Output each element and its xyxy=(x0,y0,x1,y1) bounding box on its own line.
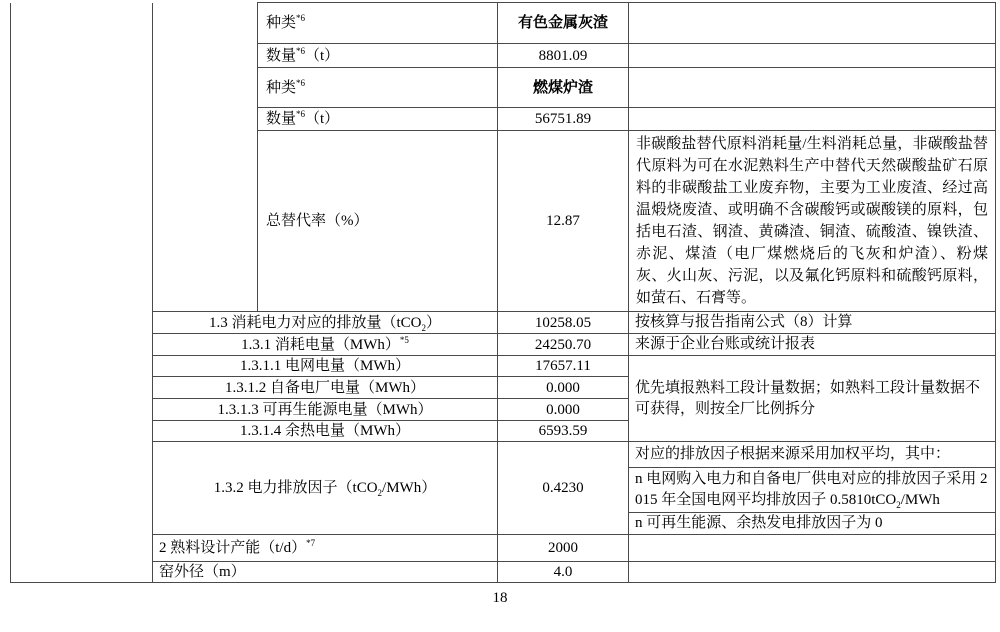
row-1-3-2-label-cell xyxy=(153,442,498,535)
type-2-remark-cell xyxy=(629,68,996,108)
row-1-3-2-remark-3: n 可再生能源、余热发电排放因子为 0 xyxy=(629,513,996,535)
row-1-3-2-label-end: /MWh） xyxy=(382,480,437,496)
row-1-3-label-end: ） xyxy=(426,314,442,331)
type-2-value: 燃煤炉渣 xyxy=(498,68,629,108)
substitution-rate-remark: 非碳酸盐替代原料消耗量/生料消耗总量，非碳酸盐替代原料为可在水泥熟料生产中替代天然碳酸盐矿石原料的非碳酸盐工业废弃物，主要为工业废渣、经过高温煅烧废渣、或明确不含碳酸钙或碳酸镁的原料，包括电石渣、钢渣、黄磷渣、铜渣、硫酸渣、镍铁渣、赤泥、煤渣（电厂煤燃烧后的飞灰和炉渣）、粉煤灰、火山灰、污泥，以及氟化钙原料和硫酸钙原料，如萤石、石膏等。 xyxy=(629,131,996,312)
qty-1-label: 数量 xyxy=(266,47,297,64)
row-1-3-2-remark-2: n 电网购入电力和自备电厂供电对应的排放因子采用 2015 年全国电网平均排放因子 0.5810tCO xyxy=(635,471,988,508)
row-1-3-1-3-label: 1.3.1.3 可再生能源电量（MWh） xyxy=(153,399,498,421)
type-1-label: 种类 xyxy=(266,15,297,31)
kiln-diameter-label: 窑外径（m） xyxy=(153,562,498,583)
substitution-rate-value: 12.87 xyxy=(498,131,629,312)
page-number: 18 xyxy=(492,590,508,606)
row-1-3-label: 1.3 消耗电力对应的排放量（tCO xyxy=(208,314,422,331)
capacity-label-cell xyxy=(153,535,498,562)
qty-2-unit: （t） xyxy=(305,111,340,127)
row-1-3-2-co2-subscript: 2 xyxy=(377,488,383,498)
kiln-diameter-value: 4.0 xyxy=(498,562,629,583)
row-1-3-2-label: 1.3.2 电力排放因子（tCO xyxy=(213,480,378,496)
row-1-3-1-3-value: 0.000 xyxy=(498,399,629,421)
qty-2-footnote: *6 xyxy=(296,109,306,119)
row-1-3-remark: 按核算与报告指南公式（8）计算 xyxy=(629,312,996,334)
qty-2-value: 56751.89 xyxy=(498,108,629,131)
row-1-3-1-remark: 来源于企业台账或统计报表 xyxy=(629,334,996,356)
type-1-label-cell xyxy=(258,3,498,44)
row-1-3-2-value: 0.4230 xyxy=(498,442,629,535)
type-2-footnote: *6 xyxy=(296,77,306,88)
qty-2-label-cell xyxy=(258,108,498,131)
row-1-3-1-value: 24250.70 xyxy=(498,334,629,356)
capacity-label: 2 熟料设计产能（t/d） xyxy=(159,540,307,556)
row-1-3-1-1-label: 1.3.1.1 电网电量（MWh） xyxy=(153,356,498,377)
qty-1-unit: （t） xyxy=(305,47,340,64)
capacity-value: 2000 xyxy=(498,535,629,562)
type-2-label: 种类 xyxy=(266,79,297,96)
qty-1-label-cell xyxy=(258,44,498,68)
capacity-footnote: *7 xyxy=(306,538,316,548)
type-1-footnote: *6 xyxy=(296,13,306,23)
qty-1-footnote: *6 xyxy=(296,45,306,56)
row-1-3-1-4-value: 6593.59 xyxy=(498,421,629,442)
report-table-container xyxy=(10,2,996,583)
qty-1-value: 8801.09 xyxy=(498,44,629,68)
row-1-3-1-4-label: 1.3.1.4 余热电量（MWh） xyxy=(153,421,498,442)
row-1-3-2-remark-2-cell xyxy=(629,468,996,513)
sub-rows-remark: 优先填报熟料工段计量数据；如熟料工段计量数据不可获得，则按全厂比例拆分 xyxy=(629,356,996,442)
row-1-3-1-2-label: 1.3.1.2 自备电厂电量（MWh） xyxy=(153,377,498,399)
row-1-3-2-remark-co2-subscript: 2 xyxy=(896,500,901,510)
type-2-label-cell xyxy=(258,68,498,108)
type-1-value: 有色金属灰渣 xyxy=(498,3,629,44)
qty-1-remark-cell xyxy=(629,44,996,68)
row-1-3-2-remark-2-end: /MWh xyxy=(900,492,940,508)
row-1-3-1-1-value: 17657.11 xyxy=(498,356,629,377)
row-1-3-1-footnote: *5 xyxy=(399,334,409,345)
row-1-3-value: 10258.05 xyxy=(498,312,629,334)
qty-2-label: 数量 xyxy=(266,111,297,127)
left-continuation-cell xyxy=(11,3,153,583)
row-1-3-co2-subscript: 2 xyxy=(421,322,426,333)
row-1-3-label-cell xyxy=(153,312,498,334)
row-1-3-1-label-cell xyxy=(153,334,498,356)
qty-2-remark-cell xyxy=(629,108,996,131)
emissions-data-table xyxy=(10,2,996,583)
row-1-3-1-label: 1.3.1 消耗电量（MWh） xyxy=(241,336,400,353)
substitution-rate-label: 总替代率（%） xyxy=(258,131,498,312)
kiln-diameter-remark-cell xyxy=(629,562,996,583)
category-continuation-cell xyxy=(153,3,258,312)
row-1-3-2-remark-1: 对应的排放因子根据来源采用加权平均，其中： xyxy=(629,442,996,468)
row-1-3-1-2-value: 0.000 xyxy=(498,377,629,399)
capacity-remark-cell xyxy=(629,535,996,562)
type-1-remark-cell xyxy=(629,3,996,44)
